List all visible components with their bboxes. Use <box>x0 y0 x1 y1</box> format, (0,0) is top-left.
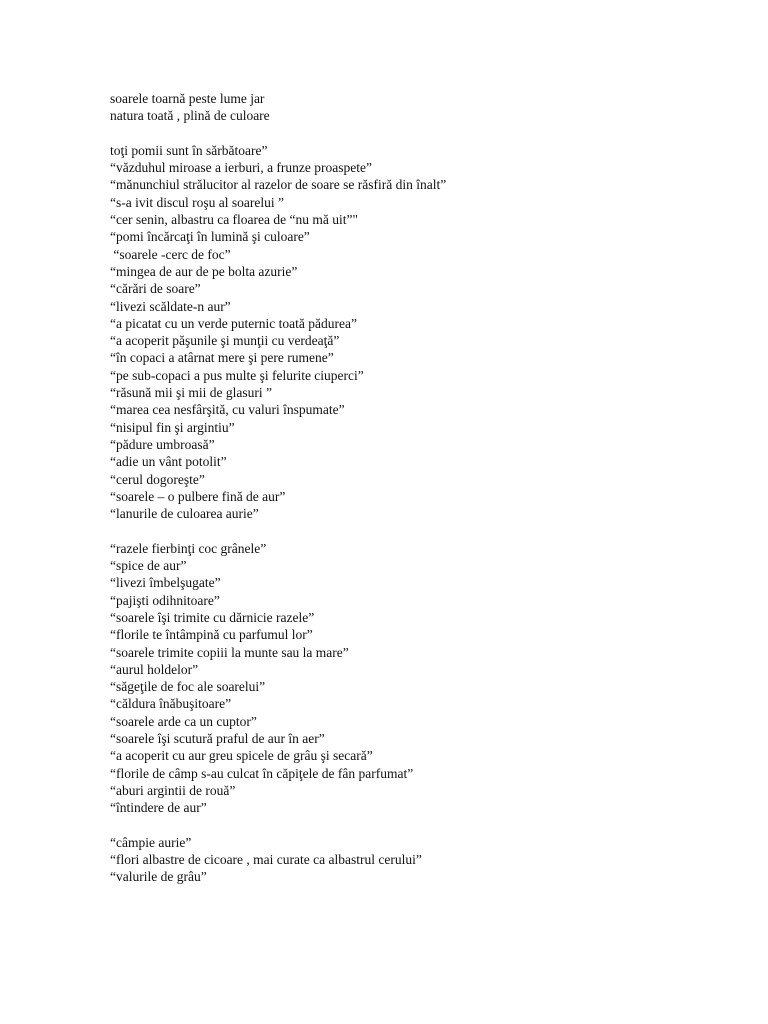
text-line: “adie un vânt potolit” <box>110 454 227 470</box>
text-line: “soarele îşi trimite cu dărnicie razele” <box>110 609 315 625</box>
document-page <box>110 90 750 886</box>
text-line: “pe sub-copaci a pus multe şi felurite ciuperci” <box>110 367 364 383</box>
text-line: “răsună mii şi mii de glasuri ” <box>110 385 272 401</box>
text-line: “soarele arde ca un cuptor” <box>110 713 257 729</box>
text-line: “soarele – o pulbere fină de aur” <box>110 488 286 504</box>
text-line: “căldura înăbuşitoare” <box>110 696 232 712</box>
text-line: “pajişti odihnitoare” <box>110 592 220 608</box>
text-line: “cărări de soare” <box>110 281 201 297</box>
text-line: “flori albastre de cicoare , mai curate ca albastrul cerului” <box>110 852 422 868</box>
phrase-group-3 <box>110 834 750 886</box>
paragraph-gap <box>110 816 750 833</box>
text-line: “s-a ivit discul roşu al soarelui ” <box>110 194 284 210</box>
text-line: soarele toarnă peste lume jar <box>110 91 265 106</box>
paragraph-gap <box>110 522 750 539</box>
text-line: “câmpie aurie” <box>110 834 192 850</box>
text-line: “soarele -cerc de foc” <box>110 246 231 262</box>
text-line: “mingea de aur de pe bolta azurie” <box>110 263 298 279</box>
text-line: “întindere de aur” <box>110 800 207 816</box>
text-line: “aurul holdelor” <box>110 661 199 677</box>
text-line: “soarele îşi scutură praful de aur în aer” <box>110 730 325 746</box>
phrase-group-1 <box>110 142 750 523</box>
text-line: natura toată , plină de culoare <box>110 108 270 124</box>
phrase-group-2 <box>110 540 750 817</box>
text-line: “florile te întâmpină cu parfumul lor” <box>110 627 313 643</box>
text-line: toţi pomii sunt în sărbătoare” <box>110 142 268 158</box>
text-line: “mănunchiul strălucitor al razelor de soare se răsfiră din înalt” <box>110 177 447 193</box>
text-line: “săgeţile de foc ale soarelui” <box>110 679 266 695</box>
text-line: “livezi îmbelşugate” <box>110 575 221 591</box>
text-line: “cerul dogoreşte” <box>110 471 205 487</box>
text-line: “a picatat cu un verde puternic toată pădurea” <box>110 315 357 331</box>
text-line: “soarele trimite copiii la munte sau la mare” <box>110 644 349 660</box>
text-line: “marea cea nesfârşită, cu valuri înspumate” <box>110 402 345 418</box>
text-line: “pomi încărcaţi în lumină şi culoare” <box>110 229 310 245</box>
text-line: “lanurile de culoarea aurie” <box>110 506 259 522</box>
intro-block <box>110 90 750 125</box>
text-line: “razele fierbinţi coc grânele” <box>110 540 267 556</box>
text-line: “a acoperit cu aur greu spicele de grâu şi secară” <box>110 748 373 764</box>
text-line: “văzduhul miroase a ierburi, a frunze proaspete” <box>110 160 372 176</box>
text-line: “valurile de grâu” <box>110 869 207 885</box>
text-line: “florile de câmp s-au culcat în căpiţele de fân parfumat” <box>110 765 414 781</box>
paragraph-gap <box>110 125 750 142</box>
text-line: “în copaci a atârnat mere şi pere rumene” <box>110 350 334 366</box>
text-line: “pădure umbroasă” <box>110 436 215 452</box>
text-line: “aburi argintii de rouă” <box>110 782 236 798</box>
text-line: “nisipul fin şi argintiu” <box>110 419 235 435</box>
text-line: “a acoperit păşunile şi munţii cu verdeaţă” <box>110 333 340 349</box>
text-line: “spice de aur” <box>110 558 187 574</box>
text-line: “livezi scăldate-n aur” <box>110 298 231 314</box>
text-line: “cer senin, albastru ca floarea de “nu mă uit”" <box>110 212 359 228</box>
